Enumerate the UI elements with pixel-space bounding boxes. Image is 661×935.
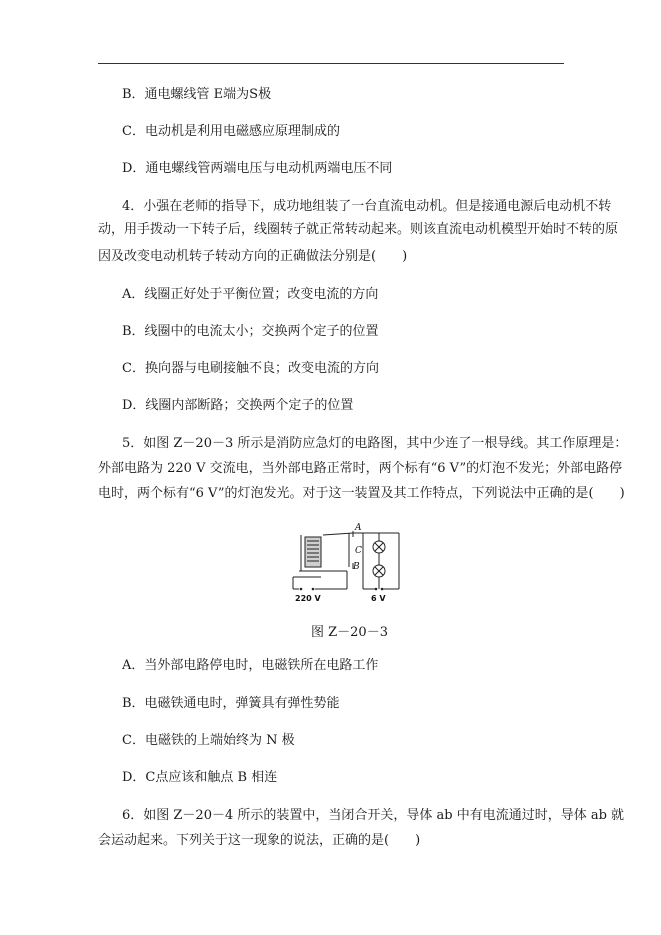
option-4d: D．线圈内部断路；交换两个定子的位置 [122, 398, 354, 413]
option-4c: C．换向器与电刷接触不良；改变电流的方向 [122, 361, 379, 376]
label-a: A [355, 523, 362, 533]
question-6-line-1: 6．如图 Z－20－4 所示的装置中，当闭合开关，导体 ab 中有电流通过时，导体 ab 就 [122, 808, 625, 823]
option-5c: C．电磁铁的上端始终为 N 极 [122, 733, 295, 748]
option-5a: A．当外部电路停电时，电磁铁所在电路工作 [122, 658, 379, 673]
header-rule [98, 63, 564, 64]
option-4a: A．线圈正好处于平衡位置；改变电流的方向 [122, 287, 379, 302]
question-4-line-2: 动，用手拨动一下转子后，线圈转子就正常转动起来。则该直流电动机模型开始时不转的原 [98, 222, 619, 237]
question-5-line-2: 外部电路为 220 V 交流电，当外部电路正常时，两个标有“6 V”的灯泡不发光；外部电路停 [98, 461, 623, 476]
option-3c: C．电动机是利用电磁感应原理制成的 [122, 124, 340, 139]
label-c: C [355, 546, 362, 556]
label-b: B [353, 562, 360, 572]
question-4-line-3: 因及改变电动机转子转动方向的正确做法分别是( ) [98, 249, 408, 264]
label-6v: 6 V [371, 594, 386, 603]
question-4-line-1: 4．小强在老师的指导下，成功地组装了一台直流电动机。但是接通电源后电动机不转 [122, 199, 612, 214]
option-5d: D．C点应该和触点 B 相连 [122, 770, 278, 785]
option-3d: D．通电螺线管两端电压与电动机两端电压不同 [122, 161, 393, 176]
circuit-diagram [287, 521, 405, 605]
label-220v: 220 V [295, 594, 321, 603]
option-3b: B．通电螺线管 E端为S极 [122, 87, 272, 102]
question-5-line-3: 电时，两个标有“6 V”的灯泡发光。对于这一装置及其工作特点，下列说法中正确的是( ) [98, 486, 625, 501]
option-5b: B．电磁铁通电时，弹簧具有弹性势能 [122, 696, 340, 711]
question-6-line-2: 会运动起来。下列关于这一现象的说法，正确的是( ) [98, 833, 421, 848]
question-5-line-1: 5．如图 Z－20－3 所示是消防应急灯的电路图，其中少连了一根导线。其工作原理是： [122, 436, 628, 451]
option-4b: B．线圈中的电流太小；交换两个定子的位置 [122, 324, 379, 339]
figure-caption: 图 Z－20－3 [311, 625, 388, 640]
